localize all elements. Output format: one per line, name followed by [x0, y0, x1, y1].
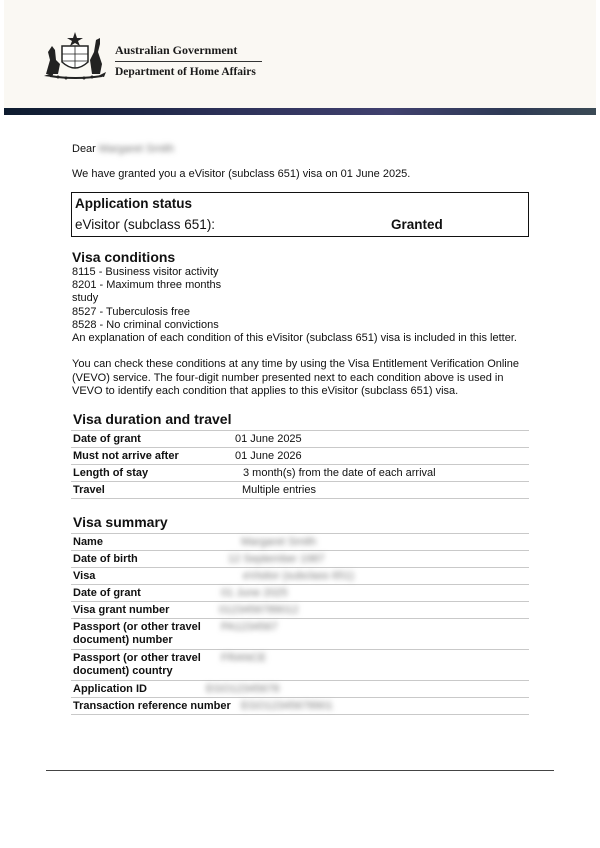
row-value-redacted: eVisitor (subclass 651)	[243, 570, 355, 582]
condition-item: 8527 - Tuberculosis free	[72, 306, 191, 318]
condition-item: 8528 - No criminal convictions	[72, 319, 219, 331]
table-row	[71, 431, 529, 448]
table-row	[71, 585, 529, 602]
row-label: Length of stay	[73, 467, 149, 479]
row-label: Date of grant	[73, 587, 141, 599]
row-value-redacted: 0123456789012	[219, 604, 299, 616]
row-label: Name	[73, 536, 103, 548]
letterhead	[4, 0, 596, 110]
row-label-line: document) number	[73, 634, 173, 646]
table-row	[71, 482, 529, 499]
table-row	[71, 568, 529, 585]
row-label: Date of grant	[73, 433, 141, 445]
row-value-redacted: FRANCE	[221, 652, 267, 664]
table-row	[71, 602, 529, 619]
table-row	[71, 448, 529, 465]
status-visa: eVisitor (subclass 651):	[75, 217, 216, 232]
duration-title: Visa duration and travel	[73, 411, 232, 427]
duration-table	[71, 430, 529, 499]
row-value: 01 June 2026	[235, 450, 302, 462]
header-divider	[115, 61, 262, 62]
vevo-text-line: (VEVO) service. The four-digit number presented next to each condition above is used in	[72, 372, 504, 384]
row-value: 01 June 2025	[235, 433, 302, 445]
row-label: Travel	[73, 484, 105, 496]
intro-text: We have granted you a eVisitor (subclass 651) visa on 01 June 2025.	[72, 168, 411, 180]
status-title: Application status	[75, 196, 193, 211]
row-label: Must not arrive after	[73, 450, 179, 462]
table-row	[71, 534, 529, 551]
row-value: 3 month(s) from the date of each arrival	[243, 467, 436, 479]
row-value: Multiple entries	[242, 484, 316, 496]
summary-title: Visa summary	[73, 514, 168, 530]
row-value-redacted: 12 September 1987	[228, 553, 325, 565]
row-label: Visa grant number	[73, 604, 170, 616]
summary-table	[71, 533, 529, 715]
footer-divider	[46, 770, 554, 771]
condition-item: 8201 - Maximum three months	[72, 279, 222, 291]
row-label: Visa	[73, 570, 96, 582]
application-status-box	[71, 192, 529, 237]
header-stripe	[4, 108, 596, 115]
row-value-redacted: EGO12345678	[206, 683, 280, 695]
table-row	[71, 698, 529, 715]
table-row	[71, 619, 529, 650]
coat-of-arms-icon	[40, 30, 110, 80]
condition-item: study	[72, 292, 99, 304]
recipient-name-redacted: Margaret Smith	[98, 143, 175, 155]
row-value-redacted: 01 June 2025	[221, 587, 288, 599]
conditions-explanation: An explanation of each condition of this eVisitor (subclass 651) visa is included in this letter.	[72, 332, 517, 344]
table-row	[71, 681, 529, 698]
conditions-title: Visa conditions	[72, 249, 176, 265]
row-label: Transaction reference number	[73, 700, 231, 712]
gov-name: Australian Government	[115, 43, 238, 57]
row-label-line: Passport (or other travel	[73, 652, 201, 664]
condition-item: 8115 - Business visitor activity	[72, 266, 219, 278]
dept-name: Department of Home Affairs	[115, 66, 256, 78]
row-label: Application ID	[73, 683, 147, 695]
row-value-redacted: Margaret Smith	[241, 536, 317, 548]
table-row	[71, 551, 529, 568]
status-value: Granted	[391, 217, 443, 232]
vevo-text-line: VEVO to identify each condition that applies to this eVisitor (subclass 651) visa.	[72, 385, 459, 397]
salutation-text: Dear	[72, 143, 96, 155]
row-label: Date of birth	[73, 553, 138, 565]
table-row	[71, 465, 529, 482]
row-label-line: Passport (or other travel	[73, 621, 201, 633]
salutation	[72, 143, 174, 156]
row-value-redacted: EGO12345678901	[241, 700, 333, 712]
row-label-line: document) country	[73, 665, 173, 677]
row-value-redacted: PA1234567	[221, 621, 278, 633]
table-row	[71, 650, 529, 681]
vevo-text-line: You can check these conditions at any time by using the Visa Entitlement Verification Online	[72, 358, 519, 370]
